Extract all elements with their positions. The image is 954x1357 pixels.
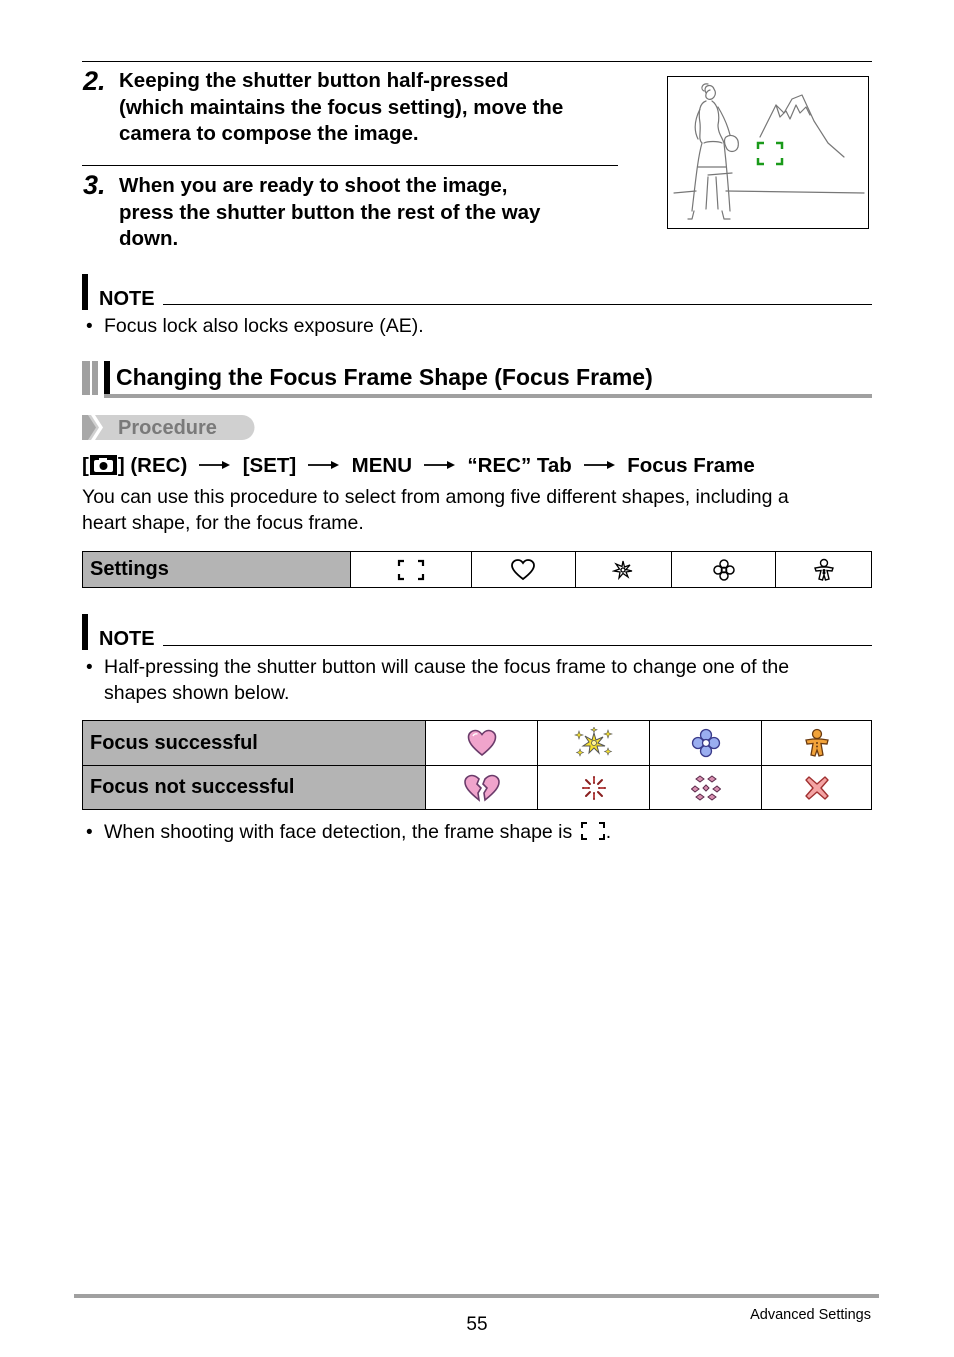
note-rule (163, 645, 872, 646)
flower-outline-icon (712, 559, 736, 581)
arrow-right-icon (199, 452, 231, 476)
settings-option-bracket[interactable] (351, 552, 472, 588)
note-label: NOTE (99, 288, 155, 310)
arrow-right-icon (584, 452, 616, 476)
footer-rule (74, 1294, 879, 1298)
scattered-flower-icon (691, 773, 721, 803)
bracket-frame-icon (397, 559, 425, 581)
menu-path: [ ] (REC) [SET] MENU “REC” Tab Focus Frame (82, 452, 755, 481)
settings-header: Settings (83, 552, 351, 588)
settings-option-heart[interactable] (471, 552, 575, 588)
heading-bar-light (82, 361, 90, 395)
failure-x-cell (762, 766, 872, 810)
bullet: • (86, 657, 93, 678)
red-burst-icon (581, 775, 607, 801)
bullet: • (86, 822, 93, 843)
step-text: When you are ready to shoot the image, press the shutter button the rest of the way down. (119, 174, 541, 250)
table-row (83, 766, 872, 810)
compose-illustration (667, 76, 869, 229)
settings-option-sparkle[interactable] (576, 552, 672, 588)
step-number: 2. (83, 66, 106, 96)
success-heart-cell (426, 721, 538, 766)
face-detection-note: When shooting with face detection, the frame shape is . (104, 820, 611, 849)
arrow-right-icon (424, 452, 456, 476)
settings-option-gingerbread[interactable] (776, 552, 872, 588)
success-sparkle-cell (538, 721, 650, 766)
orange-gingerbread-icon (804, 728, 830, 758)
pink-x-icon (804, 775, 830, 801)
procedure-description: You can use this procedure to select from among five different shapes, including a heart shape, for the focus frame. (82, 486, 789, 534)
woman-mountain-sketch (668, 77, 868, 228)
failure-heart-cell (426, 766, 538, 810)
failure-flower-cell (650, 766, 762, 810)
step-divider (82, 165, 618, 166)
yellow-sparkle-icon (574, 727, 614, 759)
bullet: • (86, 316, 93, 337)
camera-icon (90, 455, 117, 481)
heart-outline-icon (511, 559, 535, 581)
row-label-failure: Focus not successful (83, 766, 426, 810)
note-text: Focus lock also locks exposure (AE). (104, 315, 424, 337)
gingerbread-outline-icon (813, 558, 835, 582)
success-gingerbread-cell (762, 721, 872, 766)
procedure-label: Procedure (118, 417, 217, 439)
top-rule (82, 61, 872, 62)
broken-heart-icon (463, 773, 501, 803)
bracket-frame-icon (580, 821, 606, 849)
settings-option-flower[interactable] (671, 552, 775, 588)
note-bar (82, 614, 88, 650)
step-number: 3. (83, 170, 106, 200)
procedure-pill (82, 415, 255, 440)
heading-bar-dark (104, 361, 110, 395)
note-text: Half-pressing the shutter button will cause the focus frame to change one of the shapes shown below. (104, 656, 790, 704)
section-title: Changing the Focus Frame Shape (Focus Frame) (116, 364, 653, 390)
note-label: NOTE (99, 628, 155, 650)
row-label-success: Focus successful (83, 721, 426, 766)
heading-underline (104, 394, 872, 398)
table-row (83, 721, 872, 766)
note-rule (163, 304, 872, 305)
footer-section-name: Advanced Settings (750, 1307, 871, 1323)
blue-flower-icon (691, 728, 721, 758)
settings-table (82, 551, 872, 588)
focus-bracket-icon (758, 143, 782, 164)
heading-bar-mid (92, 361, 98, 395)
page-number: 55 (466, 1314, 488, 1335)
focus-result-table (82, 720, 872, 810)
note-bar (82, 274, 88, 310)
success-flower-cell (650, 721, 762, 766)
failure-burst-cell (538, 766, 650, 810)
step-text: Keeping the shutter button half-pressed (which maintains the focus setting), move the camera to compose the image. (119, 69, 564, 145)
pink-heart-icon (467, 729, 497, 757)
sparkle-outline-icon (612, 559, 634, 581)
arrow-right-icon (308, 452, 340, 476)
